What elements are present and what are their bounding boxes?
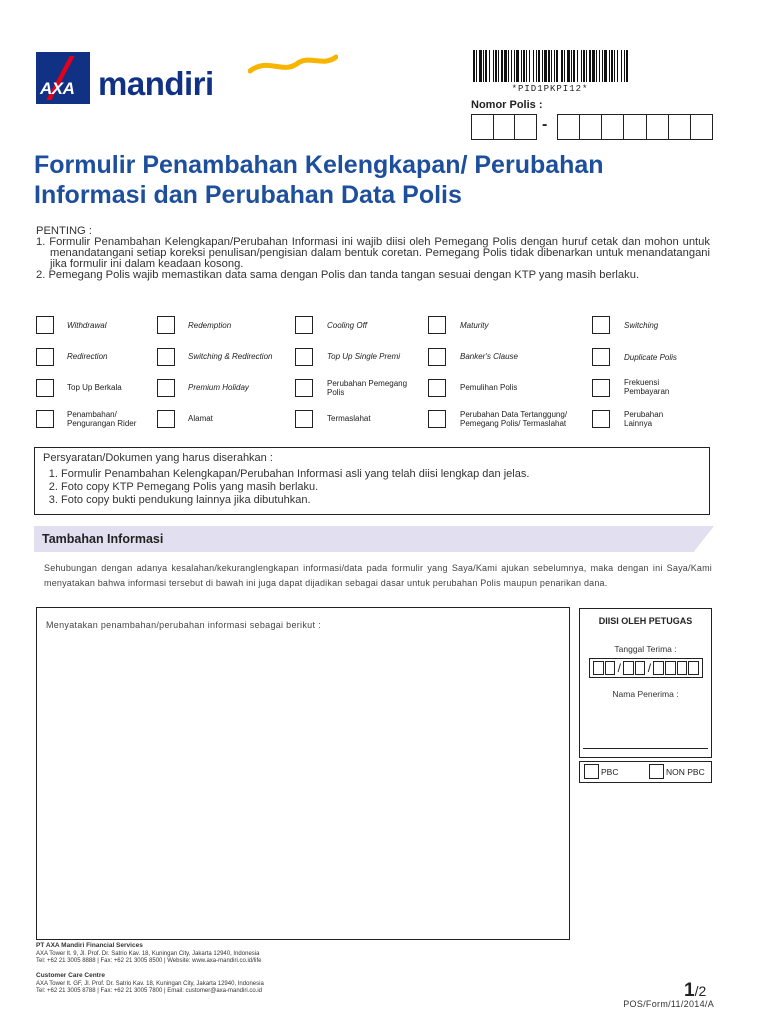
axa-mandiri-logo: [36, 52, 214, 104]
checkbox-pemulihan-polis[interactable]: [428, 379, 446, 397]
requirement-item-3: 3. Foto copy bukti pendukung lainnya jika dibutuhkan.: [61, 494, 701, 507]
footer-company-address: AXA Tower lt. 9, Jl. Prof. Dr. Satrio Kav. 18, Kuningan City, Jakarta 12940, Indonesia: [36, 950, 260, 957]
checkbox-maturity[interactable]: [428, 316, 446, 334]
requirement-item-1: 1. Formulir Penambahan Kelengkapan/Perubahan Informasi asli yang telah diisi lengkap dan jelas.: [61, 468, 701, 481]
form-title-line2: Informasi dan Perubahan Data Polis: [34, 181, 462, 209]
label-withdrawal: Withdrawal: [67, 321, 107, 330]
axa-logo-text: AXA: [40, 79, 75, 98]
requirements-heading: Persyaratan/Dokumen yang harus diserahkan :: [43, 452, 273, 464]
label-non-pbc: NON PBC: [666, 767, 705, 777]
label-bankers-clause: Banker's Clause: [460, 352, 518, 361]
axa-logo-box: [36, 52, 90, 104]
additional-info-textarea[interactable]: [36, 607, 570, 940]
checkbox-redemption[interactable]: [157, 316, 175, 334]
form-code: POS/Form/11/2014/A: [623, 999, 714, 1009]
mandiri-logo-text: mandiri: [98, 65, 214, 103]
policy-number-prefix-field[interactable]: [471, 114, 537, 140]
label-switching: Switching: [624, 321, 659, 330]
label-pbc: PBC: [601, 767, 619, 777]
checkbox-frekuensi[interactable]: [592, 379, 610, 397]
additional-info-label: Menyatakan penambahan/perubahan informasi sebagai berikut :: [46, 620, 321, 630]
checkbox-pbc[interactable]: [584, 764, 599, 779]
policy-number-dash: -: [542, 116, 548, 133]
footer-ccc-contact: Tel: +62 21 3005 8788 | Fax: +62 21 3005 7800 | Email: customer@axa-mandiri.co.id: [36, 988, 263, 994]
mandiri-wave-icon: [248, 53, 338, 79]
label-top-up-single: Top Up Single Premi: [327, 352, 401, 361]
label-premium-holiday: Premium Holiday: [188, 383, 249, 392]
footer-company-contact: Tel: +62 21 3005 8888 | Fax: +62 21 3005 8500 | Website: www.axa-mandiri.co.id/life: [36, 958, 262, 964]
checkbox-bankers-clause[interactable]: [428, 348, 446, 366]
officer-box-title: DIISI OLEH PETUGAS: [598, 616, 693, 626]
label-redirection: Redirection: [67, 352, 108, 361]
footer-company: [36, 942, 436, 966]
footer-ccc-address: AXA Tower lt. GF, Jl. Prof. Dr. Satrio Kav. 18, Kuningan City, Jakarta 12940, Indonesia: [36, 980, 264, 987]
footer-company-name: PT AXA Mandiri Financial Services: [36, 942, 143, 949]
checkbox-penambahan-rider[interactable]: [36, 410, 54, 428]
penting-item-1: 1. Formulir Penambahan Kelengkapan/Perubahan Informasi ini wajib diisi oleh Pemegang Polis dengan huruf cetak dan mohon untuk menandatangani setiap koreksi penulisan/pengisian dalam bentuk coretan. Pemegang Polis tidak dibenarkan untuk menandatangani jika formulir ini dalam keadaan kosong.: [36, 236, 710, 270]
section-paragraph: Sehubungan dengan adanya kesalahan/kekuranglengkapan informasi/data pada formulir yang Saya/Kami ajukan sebelumnya, maka dengan ini Saya/Kami menyatakan bahwa informasi tersebut di bawah ini juga dapat dijadikan sebagai dasar untuk perubahan Polis maupun penarikan dana.: [44, 563, 712, 588]
policy-number-label: Nomor Polis :: [471, 99, 543, 111]
label-penambahan-rider: Penambahan/ Pengurangan Rider: [67, 410, 137, 428]
checkbox-top-up-single[interactable]: [295, 348, 313, 366]
checkbox-premium-holiday[interactable]: [157, 379, 175, 397]
label-termaslahat: Termaslahat: [327, 414, 371, 423]
barcode: [472, 50, 628, 82]
checkbox-withdrawal[interactable]: [36, 316, 54, 334]
label-frekuensi: Frekuensi Pembayaran: [624, 378, 670, 396]
checkbox-alamat[interactable]: [157, 410, 175, 428]
page-number: 1/2: [684, 980, 707, 1001]
received-date-label: Tanggal Terima :: [614, 644, 677, 654]
form-title-line1: Formulir Penambahan Kelengkapan/ Perubahan: [34, 151, 604, 179]
label-cooling-off: Cooling Off: [327, 321, 368, 330]
label-switching-redirection: Switching & Redirection: [188, 352, 273, 361]
form-title: [34, 150, 734, 210]
label-maturity: Maturity: [460, 321, 489, 330]
label-perubahan-data: Perubahan Data Tertanggung/ Pemegang Polis/ Termaslahat: [460, 410, 568, 428]
checkbox-termaslahat[interactable]: [295, 410, 313, 428]
checkbox-top-up-berkala[interactable]: [36, 379, 54, 397]
policy-number-field[interactable]: [557, 114, 713, 140]
checkbox-cooling-off[interactable]: [295, 316, 313, 334]
footer-ccc: [36, 972, 436, 996]
checkbox-switching-redirection[interactable]: [157, 348, 175, 366]
checkbox-perubahan-pemegang[interactable]: [295, 379, 313, 397]
label-top-up-berkala: Top Up Berkala: [67, 383, 122, 392]
label-perubahan-lainnya: Perubahan Lainnya: [624, 410, 664, 428]
barcode-text: *PID1PKPI12*: [511, 84, 589, 94]
checkbox-perubahan-lainnya[interactable]: [592, 410, 610, 428]
penting-notes: [36, 226, 710, 281]
penting-heading: PENTING :: [36, 225, 92, 237]
officer-box: [579, 608, 712, 758]
checkbox-switching[interactable]: [592, 316, 610, 334]
received-date-field[interactable]: / /: [589, 658, 703, 678]
requirement-item-2: 2. Foto copy KTP Pemegang Polis yang masih berlaku.: [61, 481, 701, 494]
checkbox-duplicate-polis[interactable]: [592, 348, 610, 366]
penting-item-2: 2. Pemegang Polis wajib memastikan data sama dengan Polis dan tanda tangan sesuai dengan KTP yang masih berlaku.: [36, 269, 640, 281]
checkbox-redirection[interactable]: [36, 348, 54, 366]
label-perubahan-pemegang: Perubahan Pemegang Polis: [327, 379, 408, 397]
label-duplicate-polis: Duplicate Polis: [624, 353, 677, 362]
receiver-name-line[interactable]: [583, 748, 708, 749]
receiver-name-label: Nama Penerima :: [612, 689, 679, 699]
checkbox-perubahan-data[interactable]: [428, 410, 446, 428]
checkbox-non-pbc[interactable]: [649, 764, 664, 779]
requirements-box: [34, 447, 710, 515]
label-alamat: Alamat: [188, 414, 213, 423]
section-title: Tambahan Informasi: [42, 532, 164, 546]
footer-ccc-title: Customer Care Centre: [36, 972, 105, 979]
label-redemption: Redemption: [188, 321, 232, 330]
label-pemulihan-polis: Pemulihan Polis: [460, 383, 518, 392]
